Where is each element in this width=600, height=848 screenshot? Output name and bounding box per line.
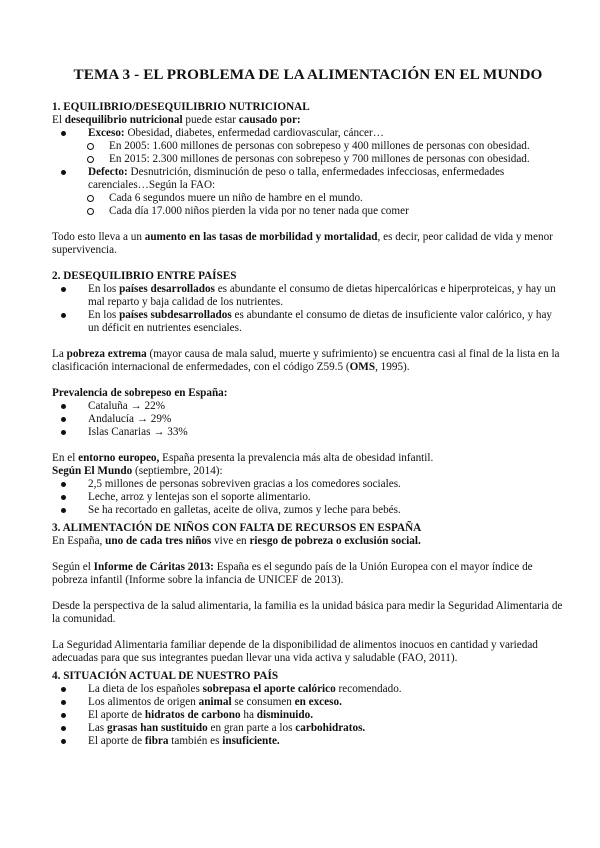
section-1-summary: Todo esto lleva a un aumento en las tasas de morbilidad y mortalidad, es decir, peor calidad de vida y menor supervivencia. [52, 231, 553, 256]
list-item: Los alimentos de origen animal se consumen en exceso. [52, 696, 564, 709]
list-item: Andalucía → 29% [52, 413, 564, 426]
list-item: Cataluña → 22% [52, 400, 564, 413]
prevalence-list [52, 400, 564, 439]
list-item: La dieta de los españoles sobrepasa el aporte calórico recomendado. [52, 683, 564, 696]
list-item: Cada día 17.000 niños pierden la vida por no tener nada que comer [52, 205, 564, 218]
section-3-heading: 3. ALIMENTACIÓN DE NIÑOS CON FALTA DE RECURSOS EN ESPAÑA [52, 522, 422, 534]
page-title: TEMA 3 - EL PROBLEMA DE LA ALIMENTACIÓN EN EL MUNDO [73, 66, 543, 83]
list-item: Las grasas han sustituido en gran parte a los carbohidratos. [52, 722, 564, 735]
prevalence-heading: Prevalencia de sobrepeso en España: [52, 387, 228, 399]
section-3-p2: Según el Informe de Cáritas 2013: España es el segundo país de la Unión Europea con el mayor índice de pobreza infantil (Informe sobre la infancia de UNICEF de 2013). [52, 561, 533, 586]
section-4-heading: 4. SITUACIÓN ACTUAL DE NUESTRO PAÍS [52, 670, 279, 682]
europe-paragraph: En el entorno europeo, España presenta la prevalencia más alta de obesidad infantil. [52, 452, 434, 464]
section-3-p3: Desde la perspectiva de la salud alimentaria, la familia es la unidad básica para medir la Seguridad Alimentaria de la comunidad. [52, 600, 563, 625]
el-mundo-list [52, 478, 564, 517]
excess-sublist [52, 140, 564, 166]
list-item: Islas Canarias → 33% [52, 426, 564, 439]
list-item: El aporte de hidratos de carbono ha disminuido. [52, 709, 564, 722]
list-item: Exceso: Obesidad, diabetes, enfermedad cardiovascular, cáncer… En 2005: 1.600 millones de personas con sobrepeso y 400 millones de personas con obesidad. En 2015: 2.300 millones de personas con sobrepeso y 700 millones de personas con obesidad. [52, 127, 564, 166]
section-3-p1: En España, uno de cada tres niños vive en riesgo de pobreza o exclusión social. [52, 535, 421, 547]
list-item: Cada 6 segundos muere un niño de hambre en el mundo. [52, 192, 564, 205]
list-item: En los países subdesarrollados es abundante el consumo de dietas de insuficiente valor calórico, y hay un déficit en nutrientes esenciales. [52, 309, 564, 335]
list-item: Leche, arroz y lentejas son el soporte alimentario. [52, 491, 564, 504]
section-1-intro: El desequilibrio nutricional puede estar causado por: [52, 114, 301, 126]
causes-list [52, 127, 564, 218]
defect-sublist [52, 192, 564, 218]
list-item: En los países desarrollados es abundante el consumo de dietas hipercalóricas e hiperproteicas, y hay un mal reparto y baja calidad de los nutrientes. [52, 283, 564, 309]
situation-list [52, 683, 564, 748]
list-item: El aporte de fibra también es insuficiente. [52, 735, 564, 748]
section-2-heading: 2. DESEQUILIBRIO ENTRE PAÍSES [52, 270, 237, 282]
countries-list [52, 283, 564, 335]
list-item: 2,5 millones de personas sobreviven gracias a los comedores sociales. [52, 478, 564, 491]
section-1-heading: 1. EQUILIBRIO/DESEQUILIBRIO NUTRICIONAL [52, 101, 310, 113]
list-item: En 2005: 1.600 millones de personas con sobrepeso y 400 millones de personas con obesidad. [52, 140, 564, 153]
poverty-paragraph: La pobreza extrema (mayor causa de mala salud, muerte y sufrimiento) se encuentra casi al final de la lista en la clasificación internacional de enfermedades, con el código Z59.5 (OMS, 1995). [52, 348, 560, 373]
section-3-p4: La Seguridad Alimentaria familiar depende de la disponibilidad de alimentos inocuos en cantidad y variedad adecuadas para que sus integrantes puedan llevar una vida activa y saludable (FAO, 2011). [52, 639, 538, 664]
list-item: Se ha recortado en galletas, aceite de oliva, zumos y leche para bebés. [52, 504, 564, 517]
document-page [52, 66, 564, 748]
list-item: En 2015: 2.300 millones de personas con sobrepeso y 700 millones de personas con obesidad. [52, 153, 564, 166]
el-mundo-source: Según El Mundo (septiembre, 2014): [52, 465, 223, 477]
list-item: Defecto: Desnutrición, disminución de peso o talla, enfermedades infecciosas, enfermedades carenciales…Según la FAO: Cada 6 segundos muere un niño de hambre en el mundo. Cada día 17.000 niños pierden la vida por no tener nada que comer [52, 166, 564, 218]
